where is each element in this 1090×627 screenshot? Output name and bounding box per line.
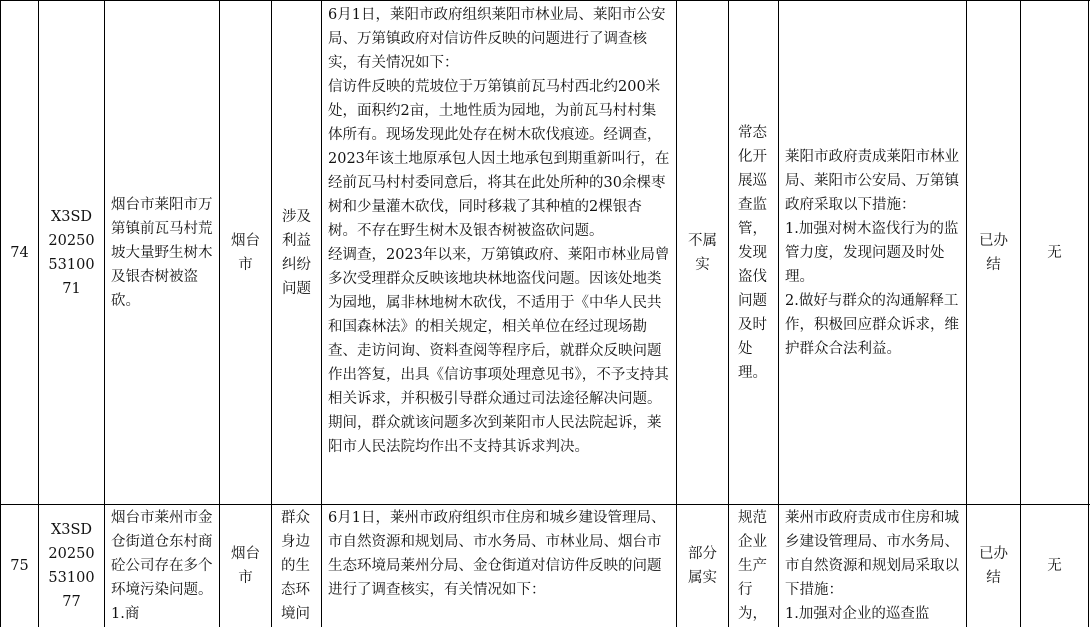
verdict-text: 不属实 <box>688 232 717 273</box>
issue-handling-text: 规范企业生产行为， <box>738 510 767 622</box>
case-id <box>39 1 105 504</box>
category <box>272 505 322 627</box>
status <box>967 1 1021 504</box>
issue-handling <box>729 505 779 627</box>
accountability <box>1021 505 1089 627</box>
rectification-measures <box>779 505 967 627</box>
category-text: 群众身边的生态环境问 <box>281 510 310 622</box>
measures-text: 莱阳市政府责成莱阳市林业局、莱阳市公安局、万第镇政府采取以下措施： 1.加强对树木盗伐行为的监管力度，发现问题及时处理。 2.做好与群众的沟通解释工作，积极回应群众诉求，维护群众合法利益。 <box>785 148 959 357</box>
table-row <box>0 1 1090 504</box>
accountability-text: 无 <box>1047 244 1062 261</box>
verdict-text: 部分属实 <box>688 546 717 586</box>
rectification-measures <box>779 1 967 504</box>
verdict <box>677 1 729 504</box>
category-text: 涉及利益纠纷问题 <box>282 208 311 297</box>
measures-text: 莱州市政府责成市住房和城乡建设管理局、市水务局、市自然资源和规划局采取以下措施： 1.加强对企业的巡查监 <box>785 510 959 622</box>
status-text: 已办结 <box>979 546 1008 586</box>
row-number-text: 74 <box>10 244 29 261</box>
row-number-text: 75 <box>10 558 29 574</box>
complaint-title <box>105 1 220 504</box>
city <box>220 505 272 627</box>
complaint-title <box>105 505 220 627</box>
city-text: 烟台市 <box>231 232 260 273</box>
verdict <box>677 505 729 627</box>
city-text: 烟台市 <box>231 546 260 586</box>
table-row <box>0 505 1090 627</box>
complaint-title-text: 烟台市莱州市金仓街道仓东村商砼公司存在多个环境污染问题。1.商 <box>111 510 213 622</box>
case-id <box>39 505 105 627</box>
status <box>967 505 1021 627</box>
row-number <box>0 505 39 627</box>
investigation-findings <box>322 1 677 504</box>
category <box>272 1 322 504</box>
case-id-text: X3SD20250531​0071 <box>48 208 95 297</box>
row-number <box>0 1 39 504</box>
accountability-text: 无 <box>1047 558 1062 574</box>
investigation-findings <box>322 505 677 627</box>
issue-handling <box>729 1 779 504</box>
issue-handling-text: 常态化开展巡查监管，发现盗伐问题及时处理。 <box>738 124 767 381</box>
accountability <box>1021 1 1089 504</box>
city <box>220 1 272 504</box>
findings-text: 6月1日，莱州市政府组织市住房和城乡建设管理局、市自然资源和规划局、市水务局、市林业局、烟台市生态环境局莱州分局、金仓街道对信访件反映的问题进行了调查核实，有关情况如下： <box>328 510 666 598</box>
complaint-title-text: 烟台市莱阳市万第镇前瓦马村荒坡大量野生树木及银杏树被盗砍。 <box>111 196 213 309</box>
status-text: 已办结 <box>979 232 1008 273</box>
case-id-text: X3SD20250531​0077 <box>48 522 95 610</box>
findings-text: 6月1日，莱阳市政府组织莱阳市林业局、莱阳市公安局、万第镇政府对信访件反映的问题进行了调查核实，有关情况如下： 信访件反映的荒坡位于万第镇前瓦马村西北约200米处，面积约2亩，土地性质为园地，为前瓦马村村集体所有。现场发现此处存在树木砍伐痕迹。经调查，2023年该土地原承包人因土地承包到期重新叫行，在经前瓦马村村委同意后，将其在此处所种的30余棵枣树和少量灌木砍伐，同时移栽了其种植的2棵银杏树。不存在野生树木及银杏树被盗砍问题。 经调查，2023年以来，万第镇政府、莱阳市林业局曾多次受理群众反映该地块林地盗伐问题。因该处地类为园地，属非林地树木砍伐，不适用于《中华人民共和国森林法》的相关规定，相关单位在经过现场勘查、走访问询、资料查阅等程序后，就群众反映问题作出答复，出具《信访事项处理意见书》，不予支持其相关诉求，并积极引导群众通过司法途径解决问题。期间，群众就该问题多次到莱阳市人民法院起诉，莱阳市人民法院均作出不支持其诉求判决。 <box>328 7 670 455</box>
